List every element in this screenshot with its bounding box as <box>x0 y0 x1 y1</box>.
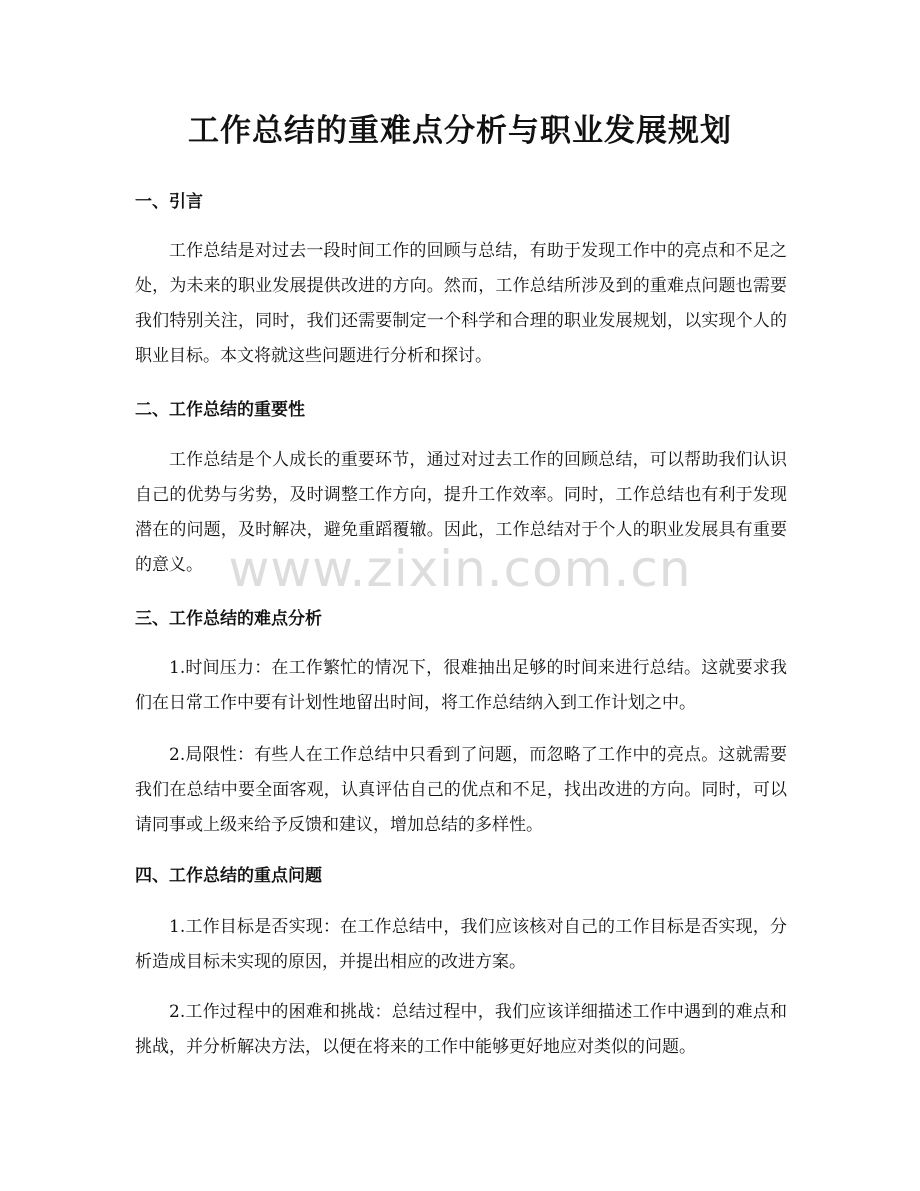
watermark: www.zixin.com.cn <box>228 540 692 598</box>
document-title: 工作总结的重难点分析与职业发展规划 <box>188 113 732 149</box>
section-heading-intro: 一、引言 <box>135 192 203 212</box>
section-heading-key-issues: 四、工作总结的重点问题 <box>135 866 322 886</box>
paragraph-difficulty-2: 2.局限性：有些人在工作总结中只看到了问题，而忽略了工作中的亮点。这就需要我们在总结中要全面客观，认真评估自己的优点和不足，找出改进的方向。同时，可以请同事或上级来给予反馈和建议，增加总结的多样性。 <box>135 745 787 835</box>
paragraph-difficulty-1: 1.时间压力：在工作繁忙的情况下，很难抽出足够的时间来进行总结。这就要求我们在日常工作中要有计划性地留出时间，将工作总结纳入到工作计划之中。 <box>135 658 787 713</box>
paragraph-importance: 工作总结是个人成长的重要环节，通过对过去工作的回顾总结，可以帮助我们认识自己的优势与劣势，及时调整工作方向，提升工作效率。同时，工作总结也有利于发现潜在的问题，及时解决，避免重蹈覆辙。因此，工作总结对于个人的职业发展具有重要的意义。 <box>135 450 787 575</box>
paragraph-key-issue-1: 1.工作目标是否实现：在工作总结中，我们应该核对自己的工作目标是否实现，分析造成目标未实现的原因，并提出相应的改进方案。 <box>135 917 787 972</box>
section-heading-difficulties: 三、工作总结的难点分析 <box>135 609 322 629</box>
paragraph-intro: 工作总结是对过去一段时间工作的回顾与总结，有助于发现工作中的亮点和不足之处，为未来的职业发展提供改进的方向。然而，工作总结所涉及到的重难点问题也需要我们特别关注，同时，我们还需要制定一个科学和合理的职业发展规划，以实现个人的职业目标。本文将就这些问题进行分析和探讨。 <box>135 241 787 366</box>
paragraph-key-issue-2: 2.工作过程中的困难和挑战：总结过程中，我们应该详细描述工作中遇到的难点和挑战，并分析解决方法，以便在将来的工作中能够更好地应对类似的问题。 <box>135 1002 787 1057</box>
section-heading-importance: 二、工作总结的重要性 <box>135 400 305 420</box>
